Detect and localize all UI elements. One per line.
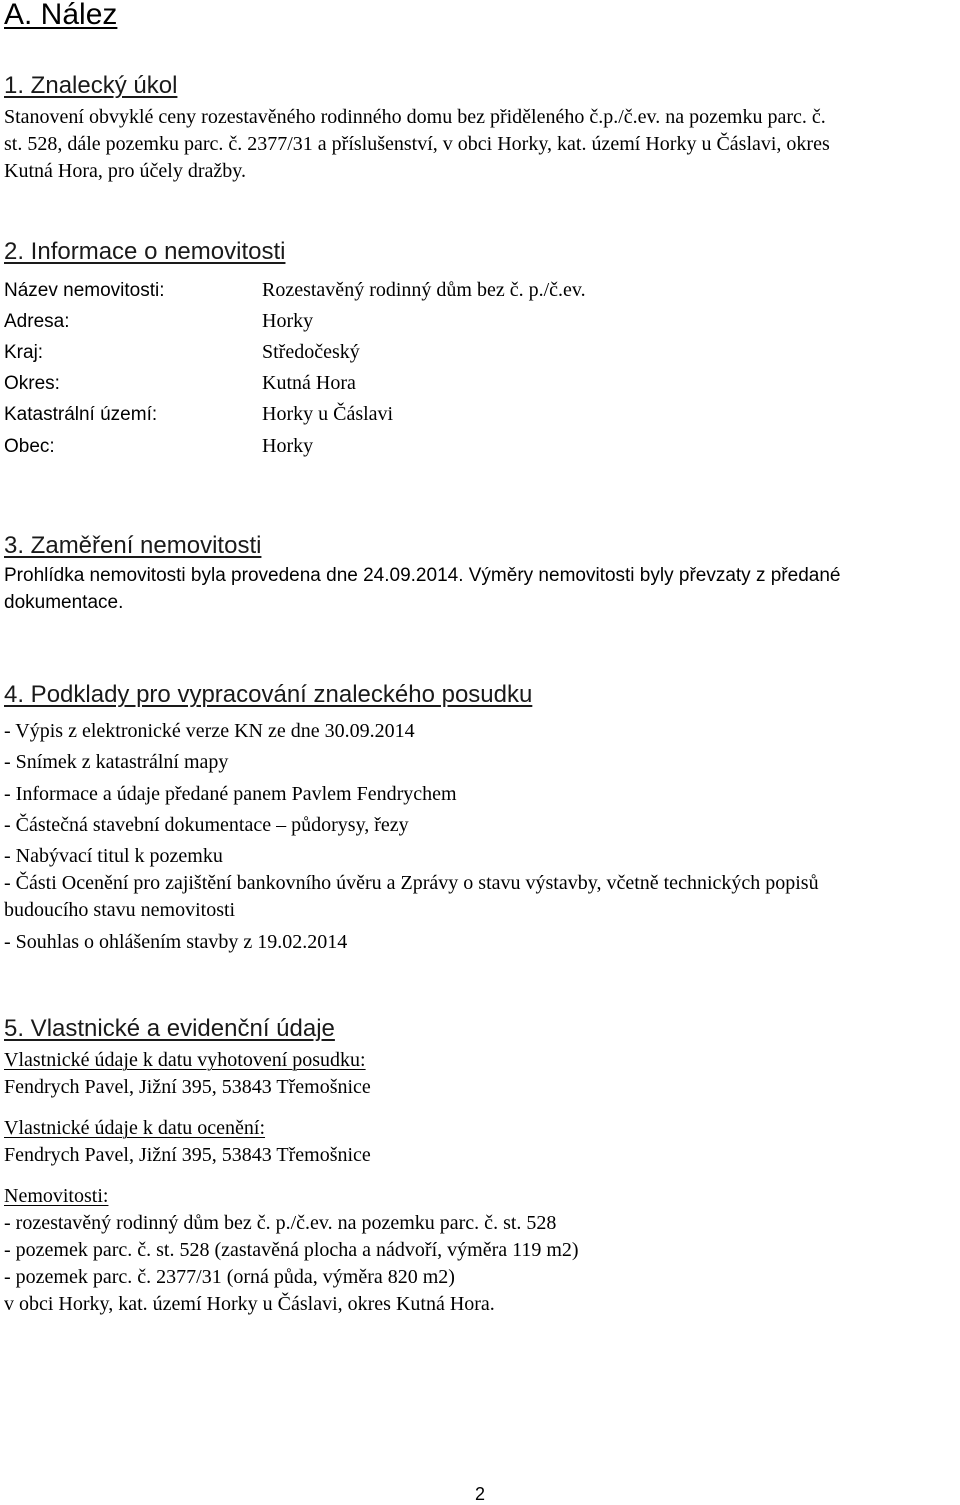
info-label-municipality: Obec: — [4, 436, 55, 457]
property-item: - rozestavěný rodinný dům bez č. p./č.ev. na pozemku parc. č. st. 528 — [4, 1212, 557, 1234]
source-item: - Výpis z elektronické verze KN ze dne 30.09.2014 — [4, 720, 415, 742]
property-location: v obci Horky, kat. území Horky u Čáslavi, okres Kutná Hora. — [4, 1293, 495, 1315]
source-item: - Informace a údaje předané panem Pavlem Fendrychem — [4, 783, 457, 805]
info-value-municipality: Horky — [262, 435, 314, 457]
info-label-cadastre: Katastrální území: — [4, 404, 158, 425]
info-row — [4, 399, 393, 430]
info-row — [4, 431, 313, 462]
section-4-title: 4. Podklady pro vypracování znaleckého posudku — [4, 681, 533, 708]
info-value-district: Kutná Hora — [262, 372, 356, 394]
property-item: - pozemek parc. č. 2377/31 (orná půda, výměra 820 m2) — [4, 1266, 455, 1288]
source-item: - Části Ocenění pro zajištění bankovního úvěru a Zprávy o stavu výstavby, včetně technických popisů — [4, 872, 819, 894]
source-item: - Nabývací titul k pozemku — [4, 845, 223, 867]
source-item: budoucího stavu nemovitosti — [4, 899, 236, 921]
source-item: - Snímek z katastrální mapy — [4, 751, 229, 773]
info-value-address: Horky — [262, 310, 314, 332]
section-3-title: 3. Zaměření nemovitosti — [4, 532, 262, 559]
section-5-title: 5. Vlastnické a evidenční údaje — [4, 1015, 335, 1042]
info-label-region: Kraj: — [4, 342, 44, 363]
source-item: - Souhlas o ohlášením stavby z 19.02.2014 — [4, 931, 348, 953]
section-1-line-2: st. 528, dále pozemku parc. č. 2377/31 a příslušenství, v obci Horky, kat. území Horky u Čáslavi, okres — [4, 133, 830, 155]
properties-label: Nemovitosti: — [4, 1185, 109, 1207]
info-row — [4, 275, 586, 306]
owner-valuation-value: Fendrych Pavel, Jižní 395, 53843 Třemošnice — [4, 1144, 371, 1166]
info-value-region: Středočeský — [262, 341, 360, 363]
heading-nalez: A. Nález — [4, 0, 118, 31]
source-item: - Částečná stavební dokumentace – půdorysy, řezy — [4, 814, 409, 836]
page-number: 2 — [474, 1484, 485, 1504]
owner-current-label: Vlastnické údaje k datu vyhotovení posudku: — [4, 1049, 366, 1071]
info-value-cadastre: Horky u Čáslavi — [262, 403, 394, 425]
info-row — [4, 368, 356, 399]
info-label-address: Adresa: — [4, 311, 70, 332]
info-label-name: Název nemovitosti: — [4, 280, 165, 301]
owner-current-value: Fendrych Pavel, Jižní 395, 53843 Třemošnice — [4, 1076, 371, 1098]
info-label-district: Okres: — [4, 373, 60, 394]
section-1-line-3: Kutná Hora, pro účely dražby. — [4, 160, 246, 182]
section-1-line-1: Stanovení obvyklé ceny rozestavěného rodinného domu bez přiděleného č.p./č.ev. na pozemku parc. č. — [4, 106, 826, 128]
property-item: - pozemek parc. č. st. 528 (zastavěná plocha a nádvoří, výměra 119 m2) — [4, 1239, 579, 1261]
section-2-title: 2. Informace o nemovitosti — [4, 238, 286, 265]
section-1-title: 1. Znalecký úkol — [4, 72, 178, 99]
info-value-name: Rozestavěný rodinný dům bez č. p./č.ev. — [262, 279, 586, 301]
info-row — [4, 306, 313, 337]
owner-valuation-label: Vlastnické údaje k datu ocenění: — [4, 1117, 266, 1139]
info-row — [4, 337, 360, 368]
section-3-line-1: Prohlídka nemovitosti byla provedena dne 24.09.2014. Výměry nemovitosti byly převzaty z předané — [4, 565, 841, 586]
section-3-line-2: dokumentace. — [4, 592, 124, 613]
